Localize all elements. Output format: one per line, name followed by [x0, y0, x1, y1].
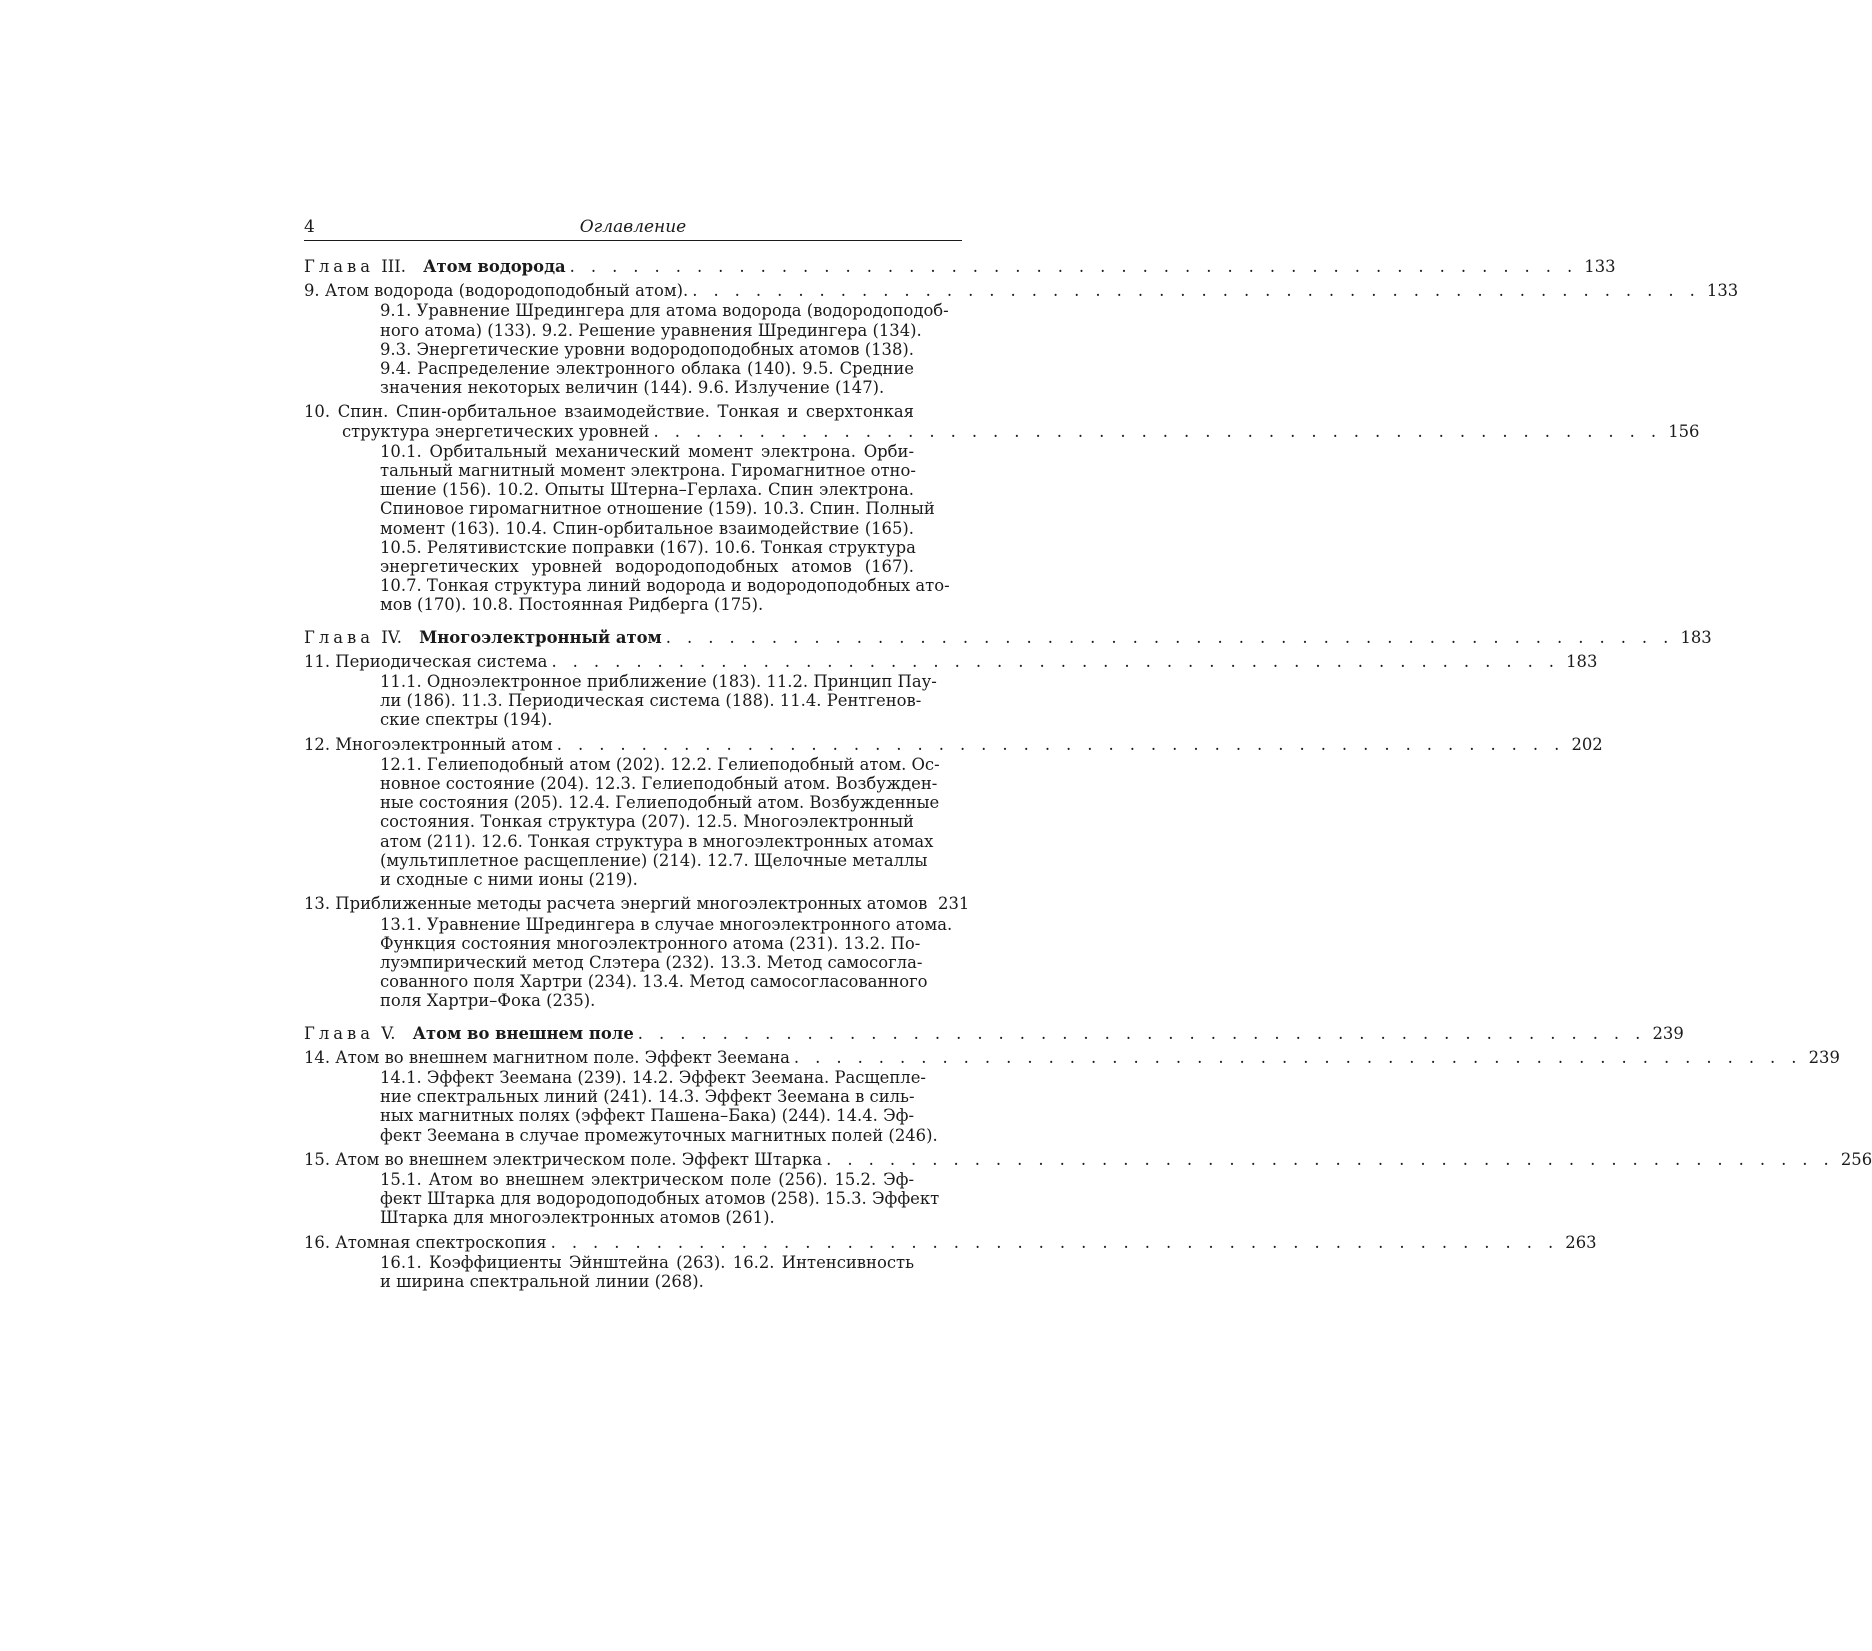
- subsection-list: [380, 1169, 940, 1228]
- subsection-line: Функция состояния многоэлектронного атома (231). 13.2. По-: [380, 933, 921, 953]
- toc-page: [304, 217, 1872, 1291]
- toc-chapter-5[interactable]: [304, 1023, 1684, 1043]
- subsection-line: 9.4. Распределение электронного облака (140). 9.5. Средние: [380, 359, 914, 379]
- subsection-line: ные состояния (205). 12.4. Гелиеподобный атом. Возбужденные: [380, 793, 940, 813]
- table-of-contents: [304, 257, 1872, 1291]
- subsection-line: 14.1. Эффект Зеемана (239). 14.2. Эффект Зеемана. Расщепле-: [380, 1067, 926, 1087]
- subsection-line: 9.3. Энергетические уровни водородоподобных атомов (138).: [380, 339, 914, 359]
- subsection-list: [380, 672, 937, 730]
- subsection-line: состояния. Тонкая структура (207). 12.5. Многоэлектронный: [380, 812, 914, 832]
- leader-dots: . . . . . . . . . . . . . . . . . . . . . . . . . . . . . . . . . . . . . . . . . . . . . . . .: [551, 651, 1560, 671]
- subsection-line: сованного поля Хартри (234). 13.4. Метод самосогласованного: [380, 972, 928, 992]
- toc-section-15[interactable]: [304, 1149, 1872, 1228]
- leader-dots: . . . . . . . . . . . . . . . . . . . . . . . . . . . . . . . . . . . . . . . . . . . . . . . .: [793, 1047, 1802, 1067]
- leader-dots: . . . . . . . . . . . . . . . . . . . . . . . . . . . . . . . . . . . . . . . . . . . . . . . .: [692, 281, 1701, 301]
- page-ref: 256: [1840, 1149, 1872, 1169]
- toc-section-10[interactable]: [304, 402, 1700, 615]
- subsection-line: ного атома) (133). 9.2. Решение уравнения Шредингера (134).: [380, 320, 922, 340]
- subsection-line: ных магнитных полях (эффект Пашена–Бака) (244). 14.4. Эф-: [380, 1106, 914, 1126]
- subsection-list: [380, 1253, 914, 1291]
- section-title: 11. Периодическая система: [304, 651, 548, 671]
- section-title: 15. Атом во внешнем электрическом поле. Эффект Штарка: [304, 1149, 823, 1169]
- subsection-line: новное состояние (204). 12.3. Гелиеподобный атом. Возбужден-: [380, 774, 938, 794]
- subsection-line: фект Зеемана в случае промежуточных магнитных полей (246).: [380, 1125, 938, 1145]
- subsection-list: [380, 914, 953, 1011]
- page-number: 4: [304, 217, 315, 237]
- subsection-list: [380, 441, 950, 615]
- toc-section-16[interactable]: [304, 1232, 1597, 1292]
- page-ref: 202: [1571, 734, 1603, 754]
- subsection-line: 10.5. Релятивистские поправки (167). 10.6. Тонкая структура: [380, 537, 916, 557]
- subsection-line: 13.1. Уравнение Шредингера в случае многоэлектронного атома.: [380, 914, 953, 934]
- subsection-line: 11.1. Одноэлектронное приближение (183). 11.2. Принцип Пау-: [380, 672, 937, 692]
- page-ref: 156: [1668, 421, 1700, 441]
- subsection-line: 12.1. Гелиеподобный атом (202). 12.2. Гелиеподобный атом. Ос-: [380, 754, 940, 774]
- subsection-line: ли (186). 11.3. Периодическая система (188). 11.4. Рентгенов-: [380, 691, 922, 711]
- chapter-word: Глава: [304, 1023, 375, 1043]
- subsection-line: 16.1. Коэффициенты Эйнштейна (263). 16.2. Интенсивность: [380, 1252, 914, 1272]
- leader-dots: . . . . . . . . . . . . . . . . . . . . . . . . . . . . . . . . . . . . . . . . . . . . . . . .: [653, 421, 1662, 441]
- chapter-title: Атом во внешнем поле: [412, 1023, 634, 1043]
- subsection-line: тальный магнитный момент электрона. Гиромагнитное отно-: [380, 461, 916, 481]
- page-ref: 133: [1584, 257, 1616, 276]
- running-head: [304, 218, 962, 241]
- leader-dots: . . . . . . . . . . . . . . . . . . . . . . . . . . . . . . . . . . . . . . . . . . . . . . . .: [826, 1149, 1835, 1169]
- subsection-line: и сходные с ними ионы (219).: [380, 870, 638, 890]
- leader-dots: . . . . . . . . . . . . . . . . . . . . . . . . . . . . . . . . . . . . . . . . . . . . . . . .: [550, 1232, 1559, 1252]
- section-title: 13. Приближенные методы расчета энергий многоэлектронных атомов: [304, 894, 928, 914]
- page-ref: 263: [1565, 1232, 1597, 1252]
- subsection-line: ские спектры (194).: [380, 710, 553, 730]
- toc-section-14[interactable]: [304, 1047, 1840, 1145]
- leader-dots: . . . . . . . . . . . . . . . . . . . . . . . . . . . . . . . . . . . . . . . . . . . . . . . .: [665, 627, 1674, 647]
- subsection-line: значения некоторых величин (144). 9.6. Излучение (147).: [380, 378, 885, 398]
- page-ref: 239: [1652, 1023, 1684, 1043]
- toc-chapter-4[interactable]: [304, 627, 1712, 647]
- chapter-title: Атом водорода: [423, 257, 566, 276]
- leader-dots: . . . . . . . . . . . . . . . . . . . . . . . . . . . . . . . . . . . . . . . . . . . . . . . .: [637, 1023, 1646, 1043]
- chapter-number: IV.: [381, 627, 402, 647]
- subsection-line: момент (163). 10.4. Спин-орбитальное взаимодействие (165).: [380, 518, 914, 538]
- section-title: 10. Спин. Спин-орбитальное взаимодействие. Тонкая и сверхтонкая: [304, 402, 914, 422]
- toc-section-9[interactable]: [304, 281, 1739, 398]
- toc-chapter-3[interactable]: [304, 257, 1616, 276]
- toc-section-11[interactable]: [304, 651, 1598, 730]
- subsection-line: 15.1. Атом во внешнем электрическом поле (256). 15.2. Эф-: [380, 1169, 914, 1189]
- subsection-line: энергетических уровней водородоподобных атомов (167).: [380, 557, 914, 577]
- leader-dots: . . . . . . . . . . . . . . . . . . . . . . . . . . . . . . . . . . . . . . . . . . . . . . . .: [556, 734, 1565, 754]
- subsection-list: [380, 301, 949, 398]
- subsection-line: (мультиплетное расщепление) (214). 12.7. Щелочные металлы: [380, 850, 928, 870]
- subsection-list: [380, 754, 940, 890]
- toc-section-13[interactable]: [304, 894, 970, 1011]
- subsection-line: ние спектральных линий (241). 14.3. Эффект Зеемана в силь-: [380, 1087, 915, 1107]
- leader-dots: . . . . . . . . . . . . . . . . . . . . . . . . . . . . . . . . . . . . . . . . . . . . . . . .: [569, 257, 1578, 276]
- section-title-cont: структура энергетических уровней: [342, 421, 650, 441]
- page-ref: 133: [1706, 281, 1739, 301]
- page-ref: 239: [1808, 1047, 1840, 1067]
- page-ref: 183: [1566, 651, 1598, 671]
- subsection-line: мов (170). 10.8. Постоянная Ридберга (175).: [380, 595, 764, 615]
- page-title: Оглавление: [579, 217, 687, 237]
- subsection-line: 10.1. Орбитальный механический момент электрона. Орби-: [380, 441, 914, 461]
- chapter-word: Глава: [304, 627, 375, 647]
- subsection-list: [380, 1067, 938, 1145]
- section-title: 9. Атом водорода (водородоподобный атом).: [304, 281, 689, 301]
- subsection-line: фект Штарка для водородоподобных атомов (258). 15.3. Эффект: [380, 1189, 940, 1209]
- section-title: 12. Многоэлектронный атом: [304, 734, 553, 754]
- section-title: 16. Атомная спектроскопия: [304, 1232, 547, 1252]
- chapter-title: Многоэлектронный атом: [419, 627, 662, 647]
- chapter-number: V.: [381, 1023, 396, 1043]
- page-ref: 183: [1680, 627, 1712, 647]
- chapter-word: Глава: [304, 257, 375, 276]
- section-title: 14. Атом во внешнем магнитном поле. Эффект Зеемана: [304, 1047, 790, 1067]
- toc-section-12[interactable]: [304, 734, 1603, 890]
- subsection-line: Штарка для многоэлектронных атомов (261).: [380, 1208, 775, 1228]
- subsection-line: шение (156). 10.2. Опыты Штерна–Герлаха. Спин электрона.: [380, 480, 914, 500]
- page-ref: 231: [938, 894, 970, 914]
- subsection-line: 9.1. Уравнение Шредингера для атома водорода (водородоподоб-: [380, 301, 949, 321]
- subsection-line: Спиновое гиромагнитное отношение (159). 10.3. Спин. Полный: [380, 499, 935, 519]
- chapter-number: III.: [381, 257, 406, 276]
- subsection-line: луэмпирический метод Слэтера (232). 13.3. Метод самосогла-: [380, 952, 923, 972]
- subsection-line: атом (211). 12.6. Тонкая структура в многоэлектронных атомах: [380, 831, 934, 851]
- subsection-line: 10.7. Тонкая структура линий водорода и водородоподобных ато-: [380, 576, 950, 596]
- subsection-line: и ширина спектральной линии (268).: [380, 1271, 704, 1291]
- subsection-line: поля Хартри–Фока (235).: [380, 991, 596, 1011]
